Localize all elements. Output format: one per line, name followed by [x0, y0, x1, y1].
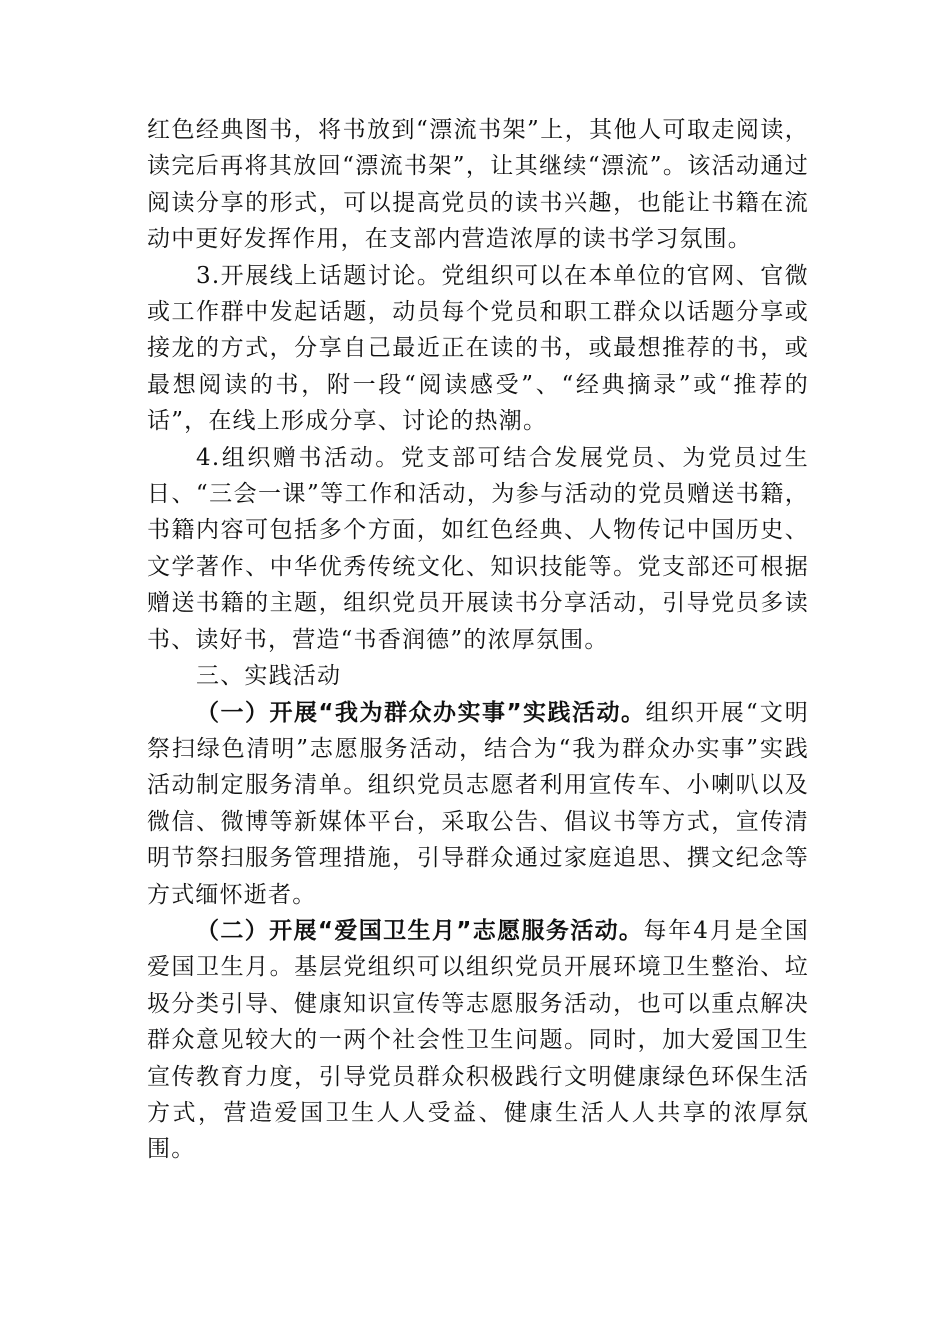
document-page	[147, 112, 809, 1168]
paragraph-book-drift: 红色经典图书，将书放到“漂流书架”上，其他人可取走阅读，读完后再将其放回“漂流书架”，让其继续“漂流”。该活动通过阅读分享的形式，可以提高党员的读书兴趣，也能让书籍在流动中更好发挥作用，在支部内营造浓厚的读书学习氛围。	[147, 117, 809, 253]
paragraph-item-two	[147, 913, 809, 1168]
item-two-heading: （二）开展“爱国卫生月”志愿服务活动。	[196, 917, 644, 944]
paragraph-book-donation: 4.组织赠书活动。党支部可结合发展党员、为党员过生日、“三会一课”等工作和活动，为参与活动的党员赠送书籍，书籍内容可包括多个方面，如红色经典、人物传记中国历史、文学著作、中华优秀传统文化、知识技能等。党支部还可根据赠送书籍的主题，组织党员开展读书分享活动，引导党员多读书、读好书，营造“书香润德”的浓厚氛围。	[147, 444, 809, 653]
section-heading-practice: 三、实践活动	[196, 663, 342, 690]
item-two-body: 每年4月是全国爱国卫生月。基层党组织可以组织党员开展环境卫生整治、垃圾分类引导、健康知识宣传等志愿服务活动，也可以重点解决群众意见较大的一两个社会性卫生问题。同时，加大爱国卫生宣传教育力度，引导党员群众积极践行文明健康绿色环保生活方式，营造爱国卫生人人受益、健康生活人人共享的浓厚氛围。	[147, 917, 809, 1163]
item-one-body: 组织开展“文明祭扫绿色清明”志愿服务活动，结合为“我为群众办实事”实践活动制定服务清单。组织党员志愿者利用宣传车、小喇叭以及微信、微博等新媒体平台，采取公告、倡议书等方式，宣传清明节祭扫服务管理措施，引导群众通过家庭追思、撰文纪念等方式缅怀逝者。	[147, 699, 809, 908]
item-one-heading: （一）开展“我为群众办实事”实践活动。	[196, 699, 646, 726]
paragraph-item-one	[147, 695, 809, 913]
paragraph-online-discussion: 3.开展线上话题讨论。党组织可以在本单位的官网、官微或工作群中发起话题，动员每个党员和职工群众以话题分享或接龙的方式，分享自己最近正在读的书，或最想推荐的书，或最想阅读的书，附一段“阅读感受”、“经典摘录”或“推荐的话”，在线上形成分享、讨论的热潮。	[147, 262, 809, 435]
